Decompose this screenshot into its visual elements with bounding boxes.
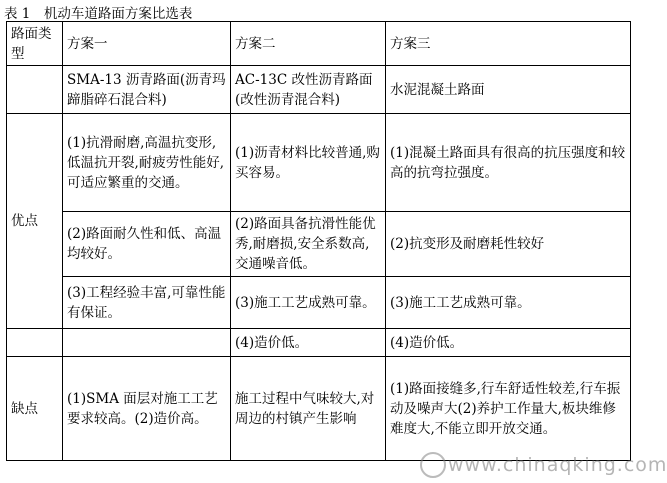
- watermark: www.chinaqking.com: [448, 454, 667, 476]
- advantage-row: [7, 212, 631, 277]
- pavement-type-row: [7, 66, 631, 114]
- advantage-row: [7, 277, 631, 329]
- header-scheme-3: 方案三: [386, 22, 631, 66]
- disadvantage-row: [7, 357, 631, 461]
- advantage-cell: (2)抗变形及耐磨耗性较好: [386, 212, 631, 277]
- empty-cell: [7, 66, 63, 114]
- advantages-label: 优点: [7, 114, 63, 329]
- advantage-cell: [63, 329, 231, 357]
- advantage-cell: (1)混凝土路面具有很高的抗压强度和较高的抗弯拉强度。: [386, 114, 631, 212]
- empty-cell: [7, 329, 63, 357]
- disadvantage-cell: 施工过程中气味较大,对周边的村镇产生影响: [231, 357, 386, 461]
- disadvantage-cell: (1)路面接缝多,行车舒适性较差,行车振动及噪声大(2)养护工作量大,板块维修难度大,不能立即开放交通。: [386, 357, 631, 461]
- header-scheme-1: 方案一: [63, 22, 231, 66]
- table-caption: 表 1 机动车道路面方案比选表: [4, 6, 193, 22]
- advantage-cell: (3)工程经验丰富,可靠性能有保证。: [63, 277, 231, 329]
- advantage-row: [7, 329, 631, 357]
- advantage-row: [7, 114, 631, 212]
- header-row: [7, 22, 631, 66]
- advantage-cell: (2)路面具备抗滑性能优秀,耐磨损,安全系数高,交通噪音低。: [231, 212, 386, 277]
- advantage-cell: (3)施工工艺成熟可靠。: [386, 277, 631, 329]
- advantage-cell: (1)沥青材料比较普通,购买容易。: [231, 114, 386, 212]
- advantage-cell: (4)造价低。: [386, 329, 631, 357]
- advantage-cell: (4)造价低。: [231, 329, 386, 357]
- scheme-2-type: AC-13C 改性沥青路面(改性沥青混合料): [231, 66, 386, 114]
- scheme-3-type: 水泥混凝土路面: [386, 66, 631, 114]
- watermark-seal-icon: [420, 452, 446, 478]
- scheme-1-type: SMA-13 沥青路面(沥青玛蹄脂碎石混合料): [63, 66, 231, 114]
- header-pavement-type: 路面类型: [7, 22, 63, 66]
- disadvantages-label: 缺点: [7, 357, 63, 461]
- advantage-cell: (2)路面耐久性和低、高温均较好。: [63, 212, 231, 277]
- comparison-table: [6, 21, 631, 461]
- advantage-cell: (3)施工工艺成熟可靠。: [231, 277, 386, 329]
- header-scheme-2: 方案二: [231, 22, 386, 66]
- disadvantage-cell: (1)SMA 面层对施工工艺要求较高。(2)造价高。: [63, 357, 231, 461]
- advantage-cell: (1)抗滑耐磨,高温抗变形,低温抗开裂,耐疲劳性能好,可适应繁重的交通。: [63, 114, 231, 212]
